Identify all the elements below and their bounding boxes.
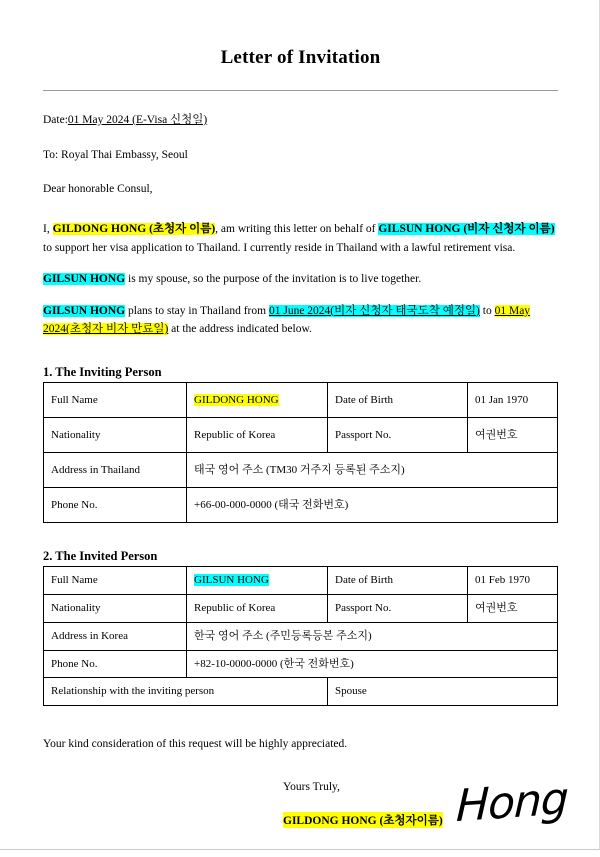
cell-label-full-name-2: Full Name: [44, 567, 187, 595]
date-value: 01 May 2024 (E-Visa 신청일): [67, 113, 208, 126]
p1-text-2: , am writing this letter on behalf of: [215, 222, 379, 235]
table-row: [44, 678, 558, 706]
cell-value-passport: 여권번호: [468, 418, 558, 453]
cell-label-phone: Phone No.: [44, 488, 187, 523]
inviter-full-name: GILDONG HONG: [194, 393, 279, 406]
table-row: [44, 650, 558, 678]
paragraph-3: [43, 302, 558, 339]
p1-invitee-name: GILSUN HONG (비자 신청자 이름): [378, 222, 555, 235]
table-row: [44, 453, 558, 488]
cell-label-relationship: Relationship with the inviting person: [44, 678, 328, 706]
p3-arrival-date: 01 June 2024(비자 신청자 태국도착 예정일): [268, 304, 480, 317]
p3-text-3: at the address indicated below.: [168, 323, 312, 336]
cell-label-nationality: Nationality: [44, 418, 187, 453]
signer-name: GILDONG HONG (초청자이름): [283, 812, 443, 828]
cell-label-address-2: Address in Korea: [44, 622, 187, 650]
paragraph-1: [43, 220, 558, 257]
table-row: [44, 383, 558, 418]
cell-value-address-2: 한국 영어 주소 (주민등록등본 주소지): [187, 622, 558, 650]
p3-text-1: plans to stay in Thailand from: [125, 304, 269, 317]
cell-label-full-name: Full Name: [44, 383, 187, 418]
invited-person-table: [43, 566, 558, 706]
p2-text-1: is my spouse, so the purpose of the invitation is to live together.: [125, 273, 422, 286]
p3-departure-date: 01 May 2024(초청자 비자 만료일): [43, 304, 531, 336]
yours-truly-line: Yours Truly,: [283, 780, 340, 793]
p3-text-2: to: [479, 304, 495, 317]
table-row: [44, 594, 558, 622]
page-title: Letter of Invitation: [220, 47, 381, 68]
cell-value-dob: 01 Jan 1970: [468, 383, 558, 418]
section-1-heading: 1. The Inviting Person: [43, 365, 162, 380]
handwritten-signature: Hong: [455, 773, 569, 833]
cell-value-address: 태국 영어 주소 (TM30 거주지 등록된 주소지): [187, 453, 558, 488]
date-label: Date:: [43, 113, 68, 126]
appreciation-line: Your kind consideration of this request will be highly appreciated.: [43, 738, 348, 751]
paragraph-2: [43, 270, 558, 289]
cell-label-dob-2: Date of Birth: [328, 567, 468, 595]
cell-value-phone: +66-00-000-0000 (태국 전화번호): [187, 488, 558, 523]
document-body: [43, 0, 569, 857]
table-row: [44, 567, 558, 595]
p2-invitee-name: GILSUN HONG: [43, 273, 126, 286]
cell-label-passport: Passport No.: [328, 418, 468, 453]
cell-value-nationality-2: Republic of Korea: [187, 594, 328, 622]
p3-invitee-name: GILSUN HONG: [43, 304, 126, 317]
p1-text-1: I,: [43, 222, 53, 235]
cell-value-full-name: [187, 383, 328, 418]
table-row: [44, 418, 558, 453]
cell-label-dob: Date of Birth: [328, 383, 468, 418]
section-2-heading: 2. The Invited Person: [43, 549, 158, 564]
cell-value-nationality: Republic of Korea: [187, 418, 328, 453]
recipient-line: To: Royal Thai Embassy, Seoul: [43, 148, 188, 161]
cell-value-relationship: Spouse: [328, 678, 558, 706]
cell-label-address: Address in Thailand: [44, 453, 187, 488]
salutation-line: Dear honorable Consul,: [43, 183, 153, 196]
table-row: [44, 622, 558, 650]
invitee-full-name: GILSUN HONG: [194, 574, 269, 587]
cell-label-nationality-2: Nationality: [44, 594, 187, 622]
cell-value-phone-2: +82-10-0000-0000 (한국 전화번호): [187, 650, 558, 678]
cell-value-dob-2: 01 Feb 1970: [468, 567, 558, 595]
cell-label-phone-2: Phone No.: [44, 650, 187, 678]
inviting-person-table: [43, 382, 558, 523]
date-line: [43, 112, 558, 129]
cell-value-full-name-2: [187, 567, 328, 595]
p1-text-3: to support her visa application to Thailand. I currently reside in Thailand with a lawful retirement visa.: [43, 241, 516, 254]
table-row: [44, 488, 558, 523]
title-divider: [43, 90, 558, 91]
cell-label-passport-2: Passport No.: [328, 594, 468, 622]
p1-inviter-name: GILDONG HONG (초청자 이름): [52, 222, 216, 235]
signature-block: [43, 773, 569, 857]
cell-value-passport-2: 여권번호: [468, 594, 558, 622]
